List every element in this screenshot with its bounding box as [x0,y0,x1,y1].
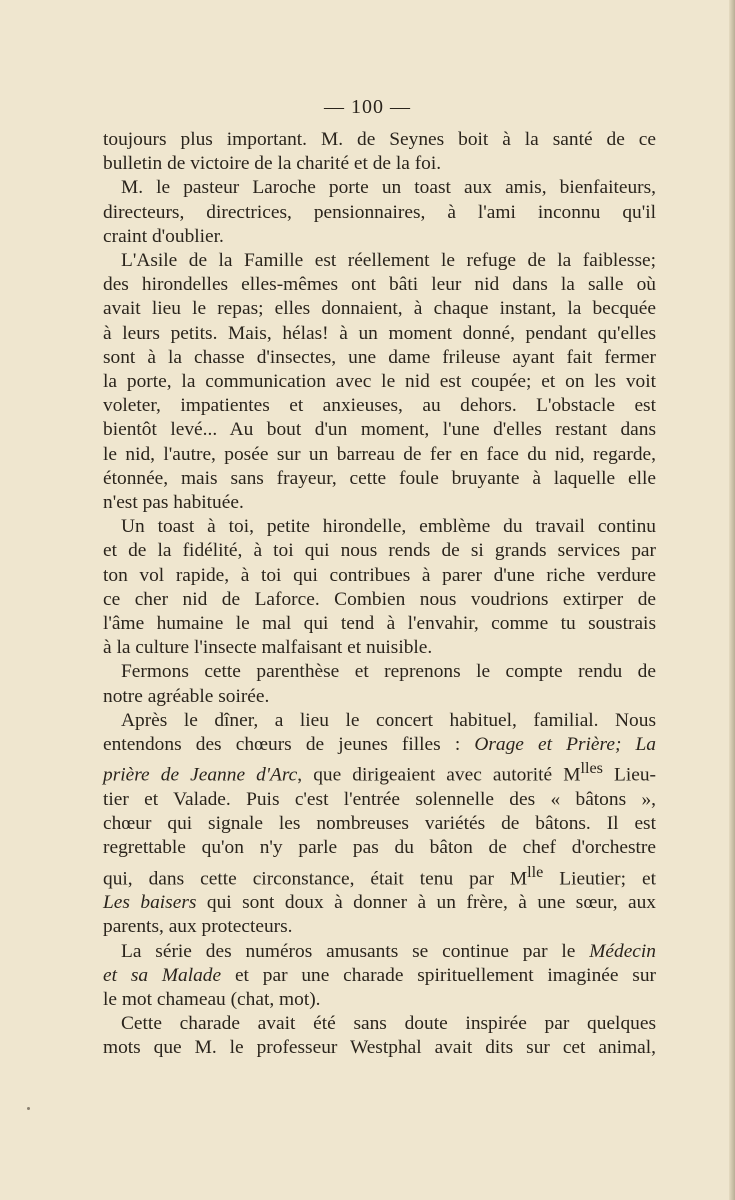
text-line: bientôt levé... Au bout d'un moment, l'une d'elles restant dans [103,419,656,441]
text-line: Fermons cette parenthèse et reprenons le compte rendu de [121,661,656,683]
text-line: parents, aux protecteurs. [103,916,293,938]
text-line: avait lieu le repas; elles donnaient, à chaque instant, la becquée [103,298,656,320]
text-line: craint d'oublier. [103,225,224,247]
text-line: toujours plus important. M. de Seynes boit à la santé de ce [103,129,656,150]
text-line: l'âme humaine le mal qui tend à l'envahir, comme tu soustrais [103,613,656,635]
text-line: prière de Jeanne d'Arc, que dirigeaient avec autorité $M^{lles}$ Lieu- [103,760,657,786]
text-line: Les baisers qui sont doux à donner à un frère, à une sœur, aux [103,892,657,914]
text-line: M. le pasteur Laroche porte un toast aux amis, bienfaiteurs, [121,177,656,199]
text-line: Un toast à toi, petite hirondelle, emblème du travail continu [121,516,656,538]
text-line: et de la fidélité, à toi qui nous rends de si grands services par [103,540,656,562]
text-line: Cette charade avait été sans doute inspirée par quelques [121,1013,656,1035]
text-line: et sa Malade et par une charade spirituellement imaginée sur [103,964,656,986]
text-line: L'Asile de la Famille est réellement le refuge de la faiblesse; [121,250,656,272]
text-line: des hirondelles elles-mêmes ont bâti leur nid dans la salle où [103,274,656,296]
text-line: mots que M. le professeur Westphal avait dits sur cet animal, [103,1037,656,1059]
page-edge [729,0,735,1200]
body-text [103,128,656,1061]
text-line: entendons des chœurs de jeunes filles : Orage et Prière; La [103,734,657,756]
text-line: regrettable qu'on n'y parle pas du bâton de chef d'orchestre [103,837,656,859]
text-line: le mot chameau (chat, mot). [103,989,321,1011]
text-line: chœur qui signale les nombreuses variétés de bâtons. Il est [103,813,656,835]
text-line: ce cher nid de Laforce. Combien nous voudrions extirper de [103,588,656,610]
ink-speck [27,1107,30,1110]
page-number-header: — 100 — [324,96,411,118]
text-line: bulletin de victoire de la charité et de la foi. [103,153,442,175]
text-line: le nid, l'autre, posée sur un barreau de fer en face du nid, regarde, [103,443,656,465]
text-line: ton vol rapide, à toi qui contribues à parer d'une riche verdure [103,564,656,586]
text-line: qui, dans cette circonstance, était tenu par $M^{lle}$ Lieutier; et [103,863,656,890]
text-line: directeurs, directrices, pensionnaires, à l'ami inconnu qu'il [103,201,656,223]
text-line: étonnée, mais sans frayeur, cette foule bruyante à laquelle elle [103,467,656,489]
text-line: Après le dîner, a lieu le concert habituel, familial. Nous [121,709,656,731]
text-line: tier et Valade. Puis c'est l'entrée solennelle des « bâtons », [103,788,656,810]
text-line: sont à la chasse d'insectes, une dame frileuse ayant fait fermer [103,346,656,368]
text-line: à leurs petits. Mais, hélas! à un moment donné, pendant qu'elles [103,322,656,344]
text-line: voleter, impatientes et anxieuses, au dehors. L'obstacle est [103,395,656,417]
text-line: La série des numéros amusants se continue par le Médecin [121,940,656,962]
text-line: la porte, la communication avec le nid est coupée; et on les voit [103,371,656,393]
text-line: à la culture l'insecte malfaisant et nuisible. [103,637,433,659]
text-line: notre agréable soirée. [103,685,270,707]
text-line: n'est pas habituée. [103,492,244,514]
